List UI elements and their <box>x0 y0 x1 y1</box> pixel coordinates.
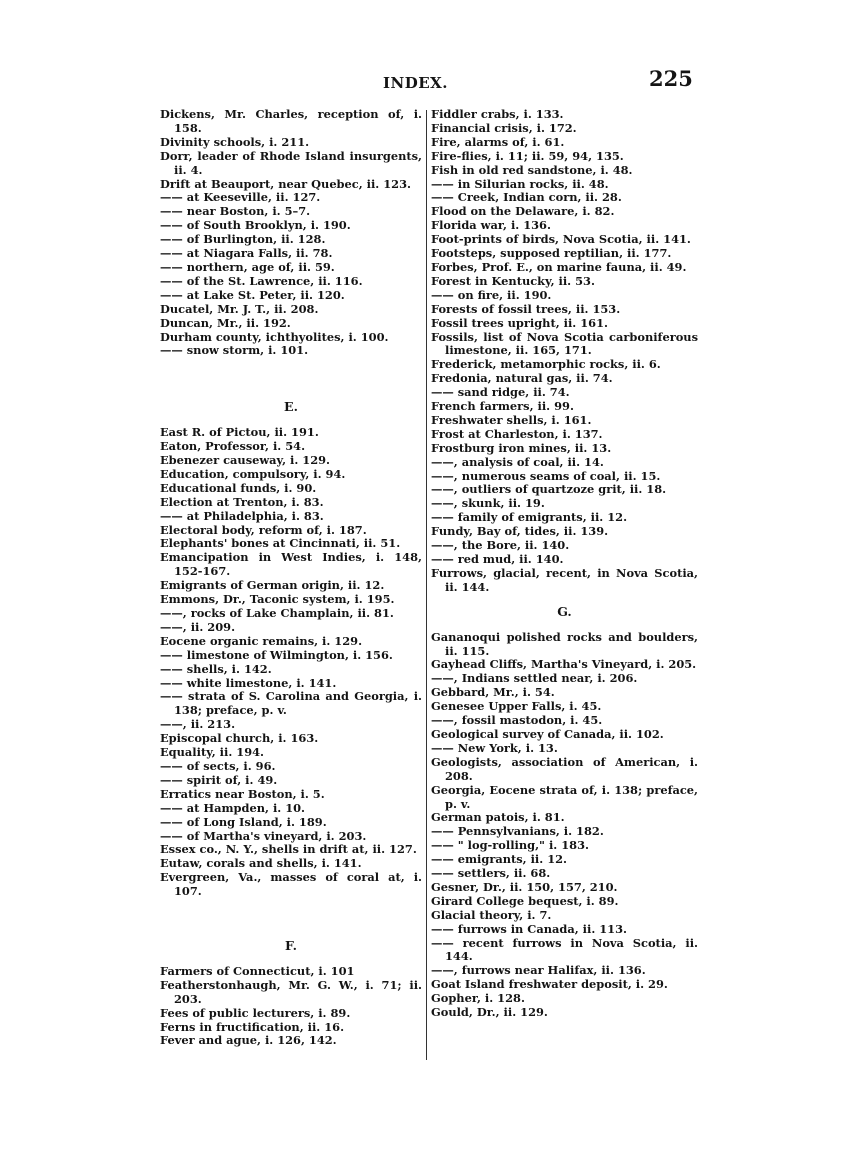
index-entry: —— red mud, ii. 140. <box>431 552 564 566</box>
index-entry: —— shells, i. 142. <box>160 661 272 676</box>
index-entry: Footsteps, supposed reptilian, ii. 177. <box>431 246 672 261</box>
index-entry: Forests of fossil trees, ii. 153. <box>431 301 621 316</box>
index-entry: —— of Burlington, ii. 128. <box>160 232 326 247</box>
index-entry: ——, fossil mastodon, i. 45. <box>431 713 603 728</box>
index-entry: —— " log-rolling," i. 183. <box>431 838 589 853</box>
index-entry: East R. of Pictou, ii. 191. <box>160 425 319 440</box>
index-entry: —— furrows in Canada, ii. 113. <box>431 921 627 936</box>
index-entry: Gananoqui polished rocks and boulders, ii. 115. <box>431 629 698 658</box>
index-entry: —— strata of S. Carolina and Georgia, i. 138; preface, p. v. <box>160 689 422 718</box>
index-entry: —— of the St. Lawrence, ii. 116. <box>160 273 363 288</box>
index-entry: —— at Hampden, i. 10. <box>160 800 306 815</box>
index-entry: Featherstonhaugh, Mr. G. W., i. 71; ii. 203. <box>160 977 422 1006</box>
index-entry: —— of South Brooklyn, i. 190. <box>160 218 351 233</box>
index-entry: —— at Lake St. Peter, ii. 120. <box>160 287 345 302</box>
index-entry: Fever and ague, i. 126, 142. <box>160 1033 337 1048</box>
index-entry: —— of Martha's vineyard, i. 203. <box>160 828 367 843</box>
index-entry: Fredonia, natural gas, ii. 74. <box>431 371 613 386</box>
index-entry: Eocene organic remains, i. 129. <box>160 633 363 648</box>
index-entry: Ebenezer causeway, i. 129. <box>160 453 331 468</box>
index-entry: Gopher, i. 128. <box>431 991 525 1006</box>
index-entry: —— at Philadelphia, i. 83. <box>160 508 324 523</box>
index-entry: —— white limestone, i. 141. <box>160 675 337 690</box>
index-entry: Emigrants of German origin, ii. 12. <box>160 578 385 593</box>
index-entry: Fundy, Bay of, tides, ii. 139. <box>431 524 609 539</box>
column-spacer <box>160 899 422 939</box>
index-entry: —— northern, age of, ii. 59. <box>160 259 335 274</box>
index-entry: Forest in Kentucky, ii. 53. <box>431 273 595 288</box>
index-entry: ——, numerous seams of coal, ii. 15. <box>431 468 661 483</box>
index-column-left <box>160 108 422 1048</box>
index-entry: Gebbard, Mr., i. 54. <box>431 685 555 700</box>
index-entry: Fossils, list of Nova Scotia carboniferous limestone, ii. 165, 171. <box>431 329 698 358</box>
index-entry: Emmons, Dr., Taconic system, i. 195. <box>160 592 395 607</box>
index-entry: —— at Keeseville, ii. 127. <box>160 190 321 205</box>
index-entry: Durham county, ichthyolites, i. 100. <box>160 329 389 344</box>
index-entry: Eaton, Professor, i. 54. <box>160 439 306 454</box>
index-entry: Educational funds, i. 90. <box>160 480 317 495</box>
index-entry: Ferns in fructification, ii. 16. <box>160 1019 345 1034</box>
index-entry: Fire, alarms of, i. 61. <box>431 134 565 149</box>
index-entry: Frost at Charleston, i. 137. <box>431 426 603 441</box>
index-entry: ——, ii. 209. <box>160 619 236 634</box>
index-entry: Geologists, association of American, i. 208. <box>431 754 698 783</box>
section-letter: F. <box>285 938 297 954</box>
index-entry: German patois, i. 81. <box>431 810 565 825</box>
index-entry: ——, skunk, ii. 19. <box>431 496 545 511</box>
index-entry: Essex co., N. Y., shells in drift at, ii. 127. <box>160 842 417 857</box>
index-entry: French farmers, ii. 99. <box>431 399 574 414</box>
index-entry: —— emigrants, ii. 12. <box>431 852 568 867</box>
index-entry: Election at Trenton, i. 83. <box>160 494 324 509</box>
index-entry: Frostburg iron mines, ii. 13. <box>431 440 612 455</box>
index-entry: Goat Island freshwater deposit, i. 29. <box>431 977 668 992</box>
index-entry: Florida war, i. 136. <box>431 218 551 233</box>
index-entry: Glacial theory, i. 7. <box>431 907 552 922</box>
index-entry: —— recent furrows in Nova Scotia, ii. 144. <box>431 935 698 964</box>
index-entry: Erratics near Boston, i. 5. <box>160 786 325 801</box>
index-entry: —— on fire, ii. 190. <box>431 287 552 302</box>
index-entry: Electoral body, reform of, i. 187. <box>160 522 367 537</box>
index-entry: Furrows, glacial, recent, in Nova Scotia, ii. 144. <box>431 565 698 594</box>
index-entry: Genesee Upper Falls, i. 45. <box>431 699 602 714</box>
index-entry: Freshwater shells, i. 161. <box>431 412 592 427</box>
index-entry: ——, rocks of Lake Champlain, ii. 81. <box>160 606 394 620</box>
index-entry: ——, the Bore, ii. 140. <box>431 538 570 553</box>
column-spacer <box>431 619 698 631</box>
page-number: 225 <box>649 66 693 91</box>
index-entry: Divinity schools, i. 211. <box>160 134 310 149</box>
index-entry: Gayhead Cliffs, Martha's Vineyard, i. 205. <box>431 657 697 672</box>
index-entry: ——, Indians settled near, i. 206. <box>431 671 638 686</box>
index-entry: Equality, ii. 194. <box>160 745 265 760</box>
index-entry: Eutaw, corals and shells, i. 141. <box>160 856 362 871</box>
index-entry: Dickens, Mr. Charles, reception of, i. 158. <box>160 107 422 135</box>
index-entry: Fossil trees upright, ii. 161. <box>431 315 608 330</box>
index-entry: —— at Niagara Falls, ii. 78. <box>160 246 333 261</box>
index-entry: Foot-prints of birds, Nova Scotia, ii. 141. <box>431 232 691 247</box>
index-entry: ——, outliers of quartzoze grit, ii. 18. <box>431 482 667 497</box>
index-entry: Ducatel, Mr. J. T., ii. 208. <box>160 301 319 316</box>
section-letter: G. <box>557 603 572 619</box>
index-entry: Evergreen, Va., masses of coral at, i. 107. <box>160 870 422 899</box>
index-entry: —— in Silurian rocks, ii. 48. <box>431 176 609 191</box>
index-entry: Episcopal church, i. 163. <box>160 731 319 746</box>
index-entry: Fiddler crabs, i. 133. <box>431 107 564 121</box>
index-entry: Fire-flies, i. 11; ii. 59, 94, 135. <box>431 148 624 163</box>
index-entry: Education, compulsory, i. 94. <box>160 466 346 481</box>
index-entry: ——, furrows near Halifax, ii. 136. <box>431 963 646 978</box>
index-entry: Geological survey of Canada, ii. 102. <box>431 726 664 741</box>
running-head: INDEX. <box>383 74 449 92</box>
index-entry: —— limestone of Wilmington, i. 156. <box>160 647 393 662</box>
index-entry: Forbes, Prof. E., on marine fauna, ii. 49. <box>431 259 687 274</box>
index-entry: Georgia, Eocene strata of, i. 138; preface, p. v. <box>431 782 698 811</box>
index-entry: ——, ii. 213. <box>160 717 236 732</box>
index-entry: Frederick, metamorphic rocks, ii. 6. <box>431 357 661 372</box>
index-entry: —— near Boston, i. 5–7. <box>160 204 311 219</box>
index-entry: —— of Long Island, i. 189. <box>160 814 327 829</box>
column-divider <box>426 110 427 1060</box>
index-entry: Fees of public lecturers, i. 89. <box>160 1005 351 1020</box>
index-entry: —— family of emigrants, ii. 12. <box>431 510 628 525</box>
index-entry: Drift at Beauport, near Quebec, ii. 123. <box>160 176 411 191</box>
section-letter: E. <box>284 399 298 415</box>
index-entry: Financial crisis, i. 172. <box>431 120 577 135</box>
index-entry: Farmers of Connecticut, i. 101 <box>160 963 355 978</box>
index-entry: Elephants' bones at Cincinnati, ii. 51. <box>160 536 401 551</box>
index-entry: Duncan, Mr., ii. 192. <box>160 315 291 330</box>
index-entry: Emancipation in West Indies, i. 148, 152-167. <box>160 550 422 579</box>
index-entry: —— spirit of, i. 49. <box>160 772 278 787</box>
index-entry: Gesner, Dr., ii. 150, 157, 210. <box>431 879 618 894</box>
index-entry: —— Creek, Indian corn, ii. 28. <box>431 190 622 205</box>
index-entry: —— of sects, i. 96. <box>160 758 276 773</box>
index-entry: ——, analysis of coal, ii. 14. <box>431 454 604 469</box>
index-entry: —— settlers, ii. 68. <box>431 866 551 881</box>
index-entry: —— sand ridge, ii. 74. <box>431 385 570 400</box>
index-entry: Fish in old red sandstone, i. 48. <box>431 162 633 177</box>
column-spacer <box>160 358 422 400</box>
index-entry: Dorr, leader of Rhode Island insurgents, ii. 4. <box>160 148 422 177</box>
index-entry: —— snow storm, i. 101. <box>160 343 309 358</box>
index-entry: Girard College bequest, i. 89. <box>431 893 619 908</box>
index-entry: —— Pennsylvanians, i. 182. <box>431 824 604 839</box>
index-column-right <box>431 108 698 1020</box>
index-entry: Flood on the Delaware, i. 82. <box>431 204 615 219</box>
index-entry: —— New York, i. 13. <box>431 740 558 755</box>
index-entry: Gould, Dr., ii. 129. <box>431 1005 548 1020</box>
